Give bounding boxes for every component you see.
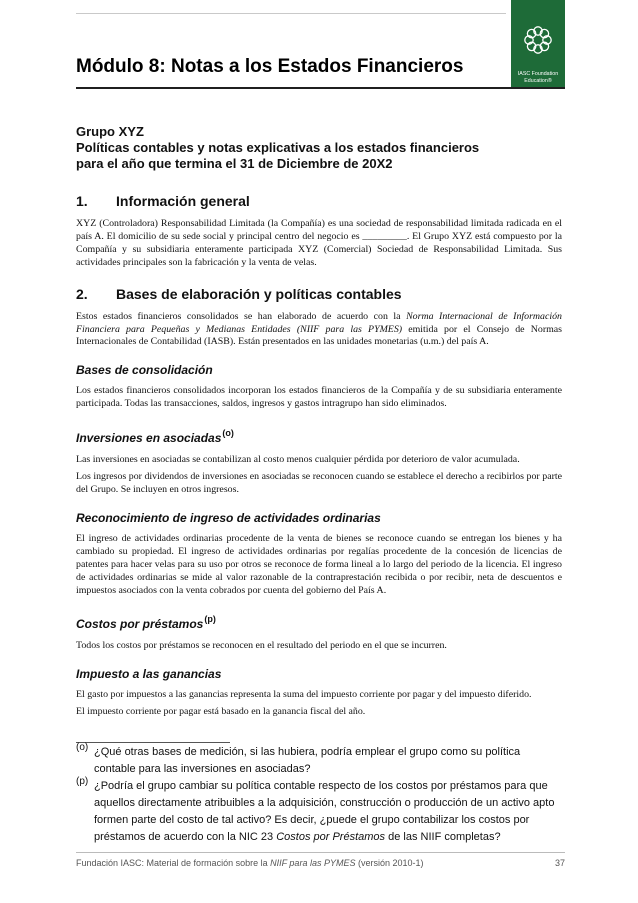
footnote-text: ¿Qué otras bases de medición, si las hubiera, podría emplear el grupo como su política contable para las inversiones en asociadas? — [94, 746, 521, 775]
footnote-ref: (o) — [222, 428, 234, 439]
subheading-income-tax — [76, 667, 562, 681]
standard-name: Costos por Préstamos — [276, 831, 386, 843]
subheading-text: Reconocimiento de ingreso de actividades ordinarias — [76, 510, 381, 525]
iasc-logo — [511, 0, 565, 88]
footer-rule — [76, 852, 565, 853]
footer-text — [76, 858, 424, 868]
footnote-rule — [76, 742, 230, 743]
section-heading-bases — [76, 286, 562, 303]
subheading-text: Costos por préstamos — [76, 617, 204, 632]
subheading-text: Inversiones en asociadas — [76, 431, 222, 446]
section-heading-general — [76, 193, 562, 210]
footnote-text: ¿Podría el grupo cambiar su política contable respecto de los costos por préstamos para que aquellos directamente atribuibles a la adquisición, construcción o producción de un activo apto formen parte del costo de tal activo? Es decir, ¿puede el grupo contabilizar los costos por préstamos de acuerdo con la NIC 23 — [94, 780, 555, 843]
section-paragraph — [76, 311, 562, 350]
page-number: 37 — [554, 858, 565, 868]
footnote-p — [76, 778, 562, 846]
paragraph: El ingreso de actividades ordinarias procedente de la venta de bienes se reconoce cuando se entregan los bienes y ha cambiado su propiedad. El ingreso de actividades ordinarias por regalías procedente de la concesión de licencias de patentes para hacer velas para su uso por otros se reconoce de forma lineal a lo largo del periodo de la licencia. El ingreso de actividades ordinarias se mide al valor razonable de la contraprestación recibida o por recibir, neta de descuentos e impuestos asociados con la venta cobrados por cuenta del gobierno del País A. — [76, 532, 562, 596]
module-title: Módulo 8: Notas a los Estados Financieros — [76, 56, 464, 77]
title-rule — [76, 87, 565, 89]
paragraph: El gasto por impuestos a las ganancias representa la suma del impuesto corriente por pagar y del impuesto diferido. — [76, 689, 532, 701]
text-run: Estos estados financieros consolidados se han elaborado de acuerdo con la — [76, 310, 407, 322]
footnote-text: de las NIIF completas? — [385, 831, 501, 843]
section-paragraph: XYZ (Controladora) Responsabilidad Limitada (la Compañía) es una sociedad de responsabilidad limitada radicada en el país A. El domicilio de su sede social y principal centro del negocio es _________. El Grupo XYZ está compuesto por la Compañía y su subsidiaria enteramente participada XYZ (Comercial) Sociedad de Responsabilidad Limitada. Sus actividades principales son la fabricación y la venta de velas. — [76, 218, 562, 268]
subheading-text: Bases de consolidación — [76, 363, 213, 378]
subheading-text: Impuesto a las ganancias — [76, 667, 222, 682]
group-subtitle-2: para el año que termina el 31 de Diciembre de 20X2 — [76, 156, 393, 171]
footnote-o — [76, 744, 562, 778]
paragraph: Los estados financieros consolidados incorporan los estados financieros de la Compañía y de su subsidiaria enteramente participada. Todas las transacciones, saldos, ingresos y gastos intragrupo han sido eliminados. — [76, 385, 562, 410]
section-number: 2. — [76, 285, 88, 302]
subheading-revenue — [76, 511, 562, 525]
footer-text-run: Fundación IASC: Material de formación sobre la — [76, 858, 271, 868]
document-body — [76, 124, 562, 719]
page-footer — [76, 858, 565, 868]
logo-text — [511, 71, 565, 84]
footnote-ref: (p) — [204, 614, 216, 625]
footnotes — [76, 744, 562, 846]
paragraph: Todos los costos por préstamos se reconocen en el resultado del periodo en el que se incurren. — [76, 640, 447, 652]
group-subtitle-1: Políticas contables y notas explicativas a los estados financieros — [76, 140, 480, 155]
paragraph: El impuesto corriente por pagar está basado en la ganancia fiscal del año. — [76, 706, 366, 718]
logo-line-1: IASC Foundation — [517, 71, 559, 77]
footnote-marker: (p) — [76, 776, 89, 787]
subheading-consolidation — [76, 363, 562, 377]
section-title: Información general — [116, 193, 250, 209]
paragraph: Los ingresos por dividendos de inversiones en asociadas se reconocen cuando se establece el derecho a recibirlos por parte del Grupo. Se incluyen en otros ingresos. — [76, 471, 562, 495]
subheading-associates — [76, 428, 562, 446]
section-number: 1. — [76, 193, 88, 209]
subheading-borrowing-costs — [76, 614, 562, 632]
paragraph: Las inversiones en asociadas se contabilizan al costo menos cualquier pérdida por deterioro de valor acumulada. — [76, 454, 520, 466]
footer-text-run: (versión 2010-1) — [355, 858, 424, 868]
group-name: Grupo XYZ — [76, 124, 144, 139]
standard-name: Norma Internacional de Información Financiera para Pequeñas y Medianas Entidades (NIIF para las PYMES) — [76, 310, 562, 335]
footnote-marker: (o) — [76, 742, 89, 753]
text-run: emitida por el Consejo de Normas Internacionales de Contabilidad (IASB). Están presentados en las unidades monetarias (u.m.) del país A. — [76, 323, 563, 348]
footer-italic: NIIF para las PYMES — [270, 858, 356, 868]
logo-emblem-icon — [522, 24, 554, 56]
section-title: Bases de elaboración y políticas contables — [116, 285, 402, 302]
header-rule — [76, 13, 506, 14]
logo-line-2: Education® — [524, 77, 552, 84]
